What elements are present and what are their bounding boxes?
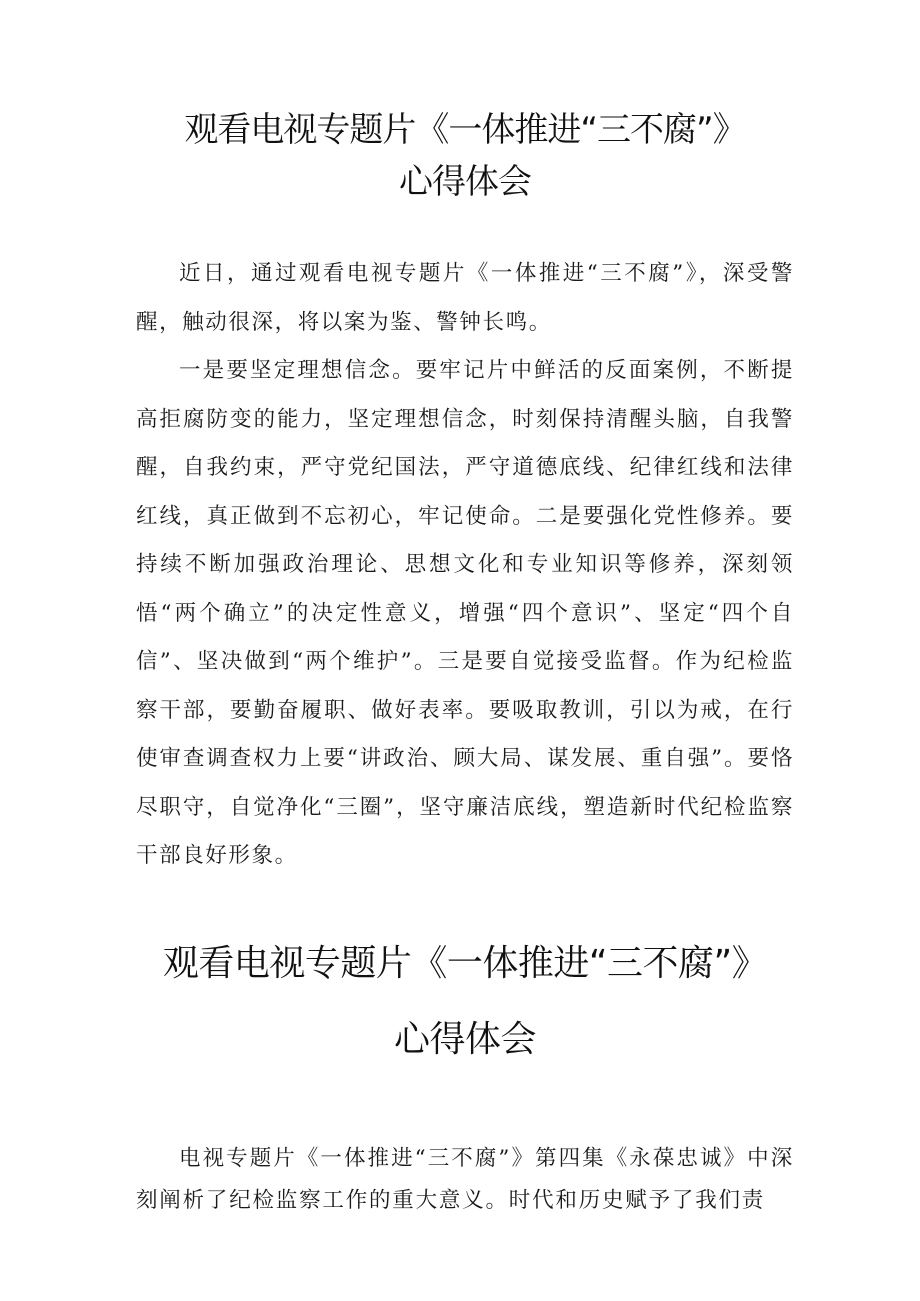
- title-line-main: 观看电视专题片《一体推进“三不腐”》: [184, 110, 746, 150]
- paragraph-intro: 电视专题片《一体推进“三不腐”》第四集《永葆忠诚》中深刻阐析了纪检监察工作的重大意义。时代和历史赋予了我们责: [136, 1146, 794, 1213]
- title-line-sub: 心得体会: [393, 1019, 536, 1060]
- paragraph-body: 一是要坚定理想信念。要牢记片中鲜活的反面案例，不断提高拒腐防变的能力，坚定理想信念，时刻保持清醒头脑，自我警醒，自我约束，严守党纪国法，严守道德底线、纪律红线和法律红线，真正做到不忘初心，牢记使命。二是要强化党性修养。要持续不断加强政治理论、思想文化和专业知识等修养，深刻领悟“两个确立”的决定性意义，增强“四个意识”、坚定“四个自信”、坚决做到“两个维护”。三是要自觉接受监督。作为纪检监察干部，要勤奋履职、做好表率。要吸取教训，引以为戒，在行使审查调查权力上要“讲政治、顾大局、谋发展、重自强”。要恪尽职守，自觉净化“三圈”，坚守廉洁底线，塑造新时代纪检监察干部良好形象。: [136, 358, 794, 868]
- essay-second: [136, 936, 794, 1222]
- essay-title: [136, 104, 794, 208]
- title-line-main: 观看电视专题片《一体推进“三不腐”》: [162, 943, 768, 984]
- essay-first: [136, 104, 794, 881]
- paragraph-intro: 近日，通过观看电视专题片《一体推进“三不腐”》，深受警醒，触动很深，将以案为鉴、警钟长鸣。: [136, 261, 794, 335]
- essay-title: [136, 936, 794, 1068]
- title-line-sub: 心得体会: [399, 162, 531, 202]
